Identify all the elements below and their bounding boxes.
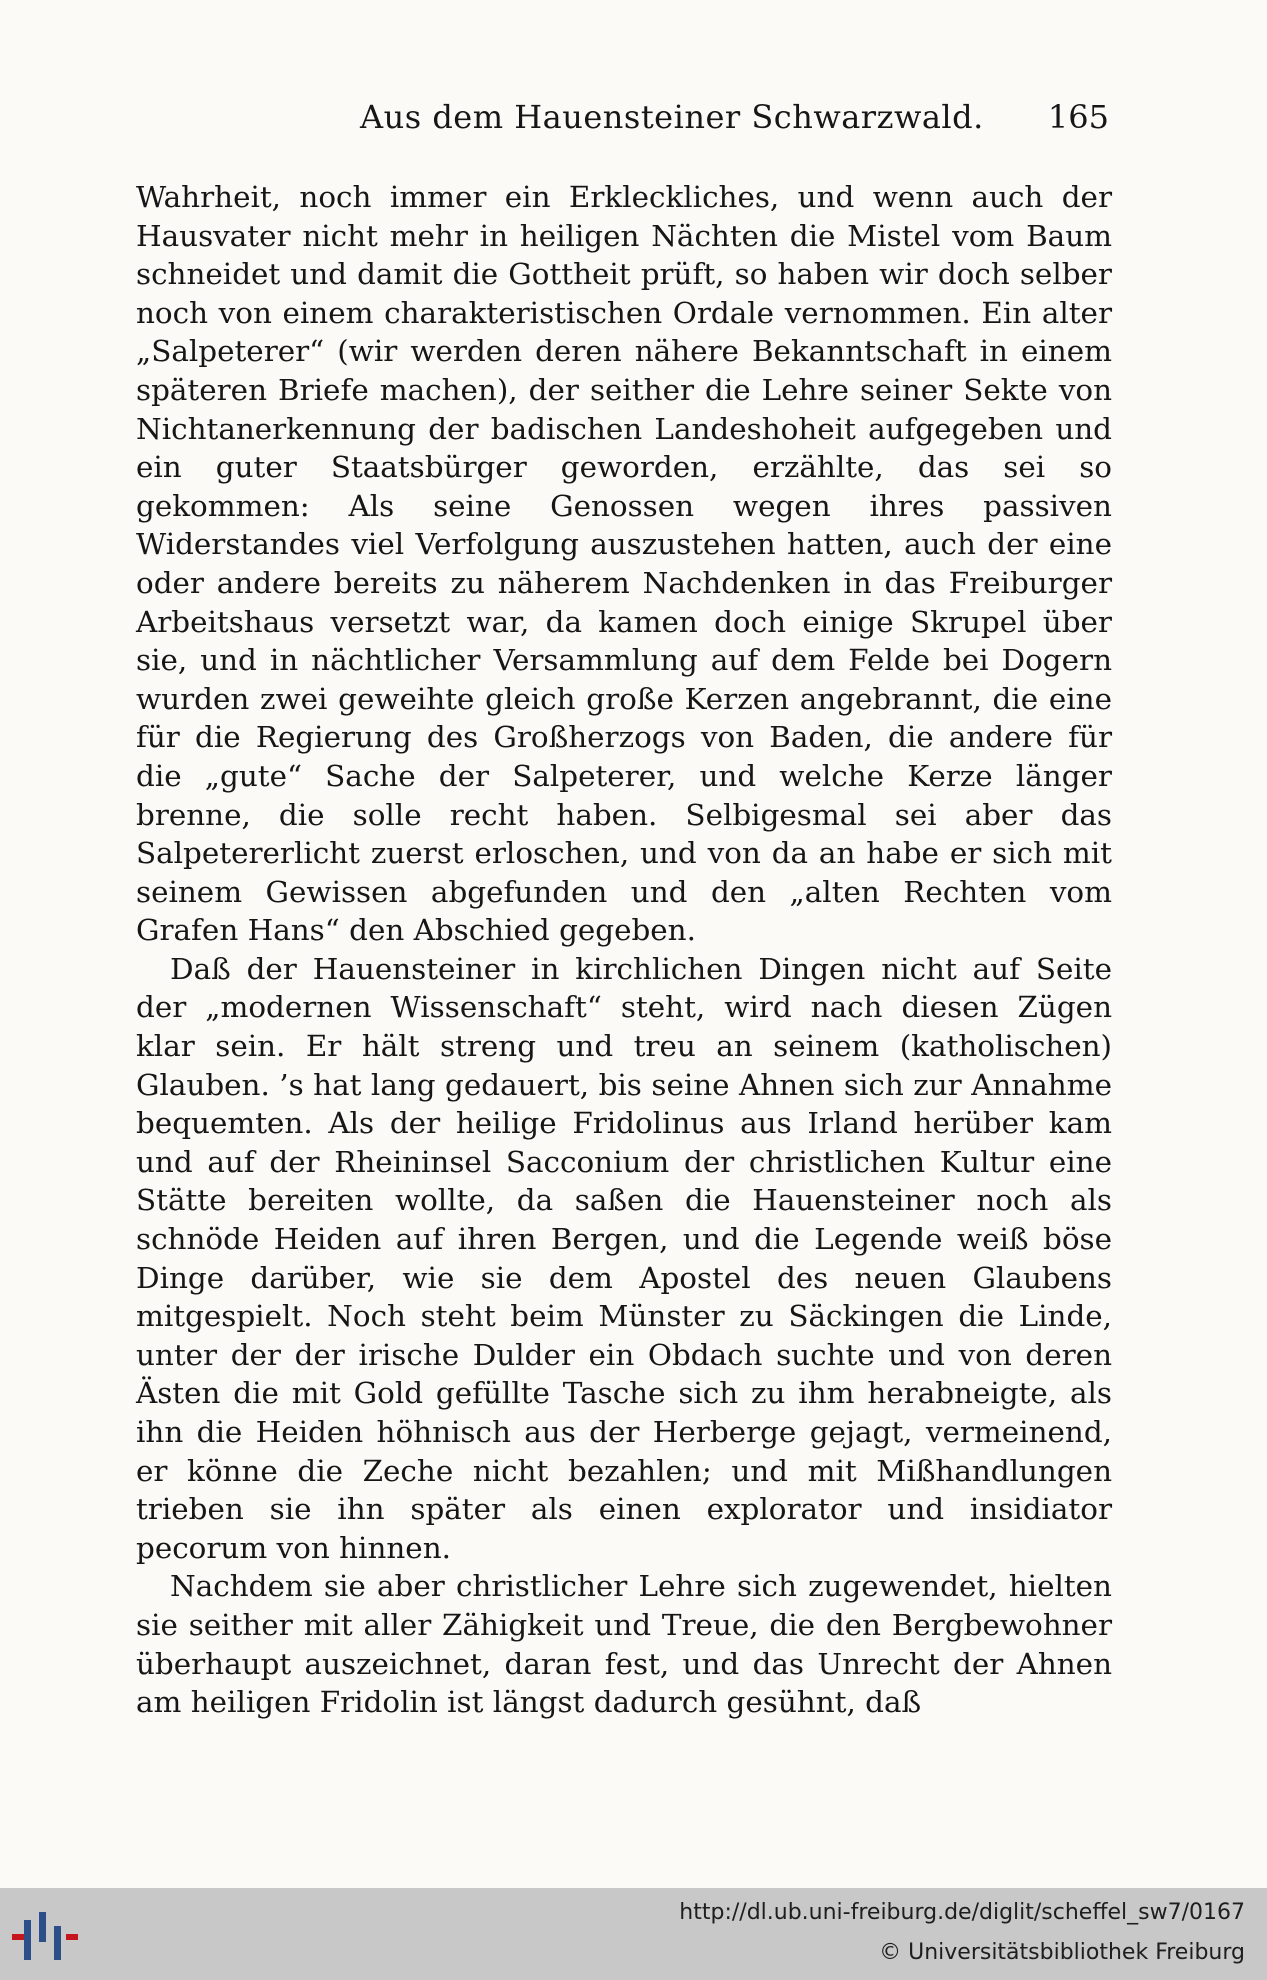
running-title: Aus dem Hauensteiner Schwarzwald. — [360, 98, 984, 136]
paragraph: Wahrheit, noch immer ein Erkleckliches, und wenn auch der Hausvater nicht mehr in heiligen Nächten die Mistel vom Baum schneidet und damit die Gottheit prüft, so haben wir doch selber noch von einem charakteristischen Ordale vernommen. Ein alter „Salpeterer“ (wir werden deren nähere Bekanntschaft in einem späteren Briefe machen), der seither die Lehre seiner Sekte von Nichtanerkennung der badischen Landeshoheit aufgegeben und ein guter Staatsbürger geworden, erzählte, das sei so gekommen: Als seine Genossen wegen ihres passiven Widerstandes viel Verfolgung auszustehen hatten, auch der eine oder andere bereits zu näherem Nachdenken in das Freiburger Arbeitshaus versetzt war, da kamen doch einige Skrupel über sie, und in nächtlicher Versammlung auf dem Felde bei Dogern wurden zwei geweihte gleich große Kerzen angebrannt, die eine für die Regierung des Großherzogs von Baden, die andere für die „gute“ Sache der Salpeterer, und welche Kerze länger brenne, die solle recht haben. Selbigesmal sei aber das Salpetererlicht zuerst erloschen, und von da an habe er sich mit seinem Gewissen abgefunden und den „alten Rechten vom Grafen Hans“ den Abschied gegeben. — [136, 180, 1112, 948]
body-text — [136, 178, 1112, 1722]
permalink-url[interactable]: http://dl.ub.uni-freiburg.de/diglit/scheffel_sw7/0167 — [679, 1900, 1245, 1925]
page-number: 165 — [1047, 98, 1109, 136]
paragraph: Nachdem sie aber christlicher Lehre sich zugewendet, hielten sie seither mit aller Zähigkeit und Treue, die den Bergbewohner überhaupt auszeichnet, daran fest, und das Unrecht der Ahnen am heiligen Fridolin ist längst dadurch gesühnt, daß — [136, 1569, 1112, 1720]
copyright-credit: © Universitätsbibliothek Freiburg — [879, 1940, 1245, 1965]
paragraph: Daß der Hauensteiner in kirchlichen Dingen nicht auf Seite der „modernen Wissenschaft“ steht, wird nach diesen Zügen klar sein. Er hält streng und treu an seinem (katholischen) Glauben. ’s hat lang gedauert, bis seine Ahnen sich zur Annahme bequemten. Als der heilige Fridolinus aus Irland herüber kam und auf der Rheininsel Sacconium der christlichen Kultur eine Stätte bereiten wollte, da saßen die Hauensteiner noch als schnöde Heiden auf ihren Bergen, und die Legende weiß böse Dinge darüber, wie sie dem Apostel des neuen Glaubens mitgespielt. Noch steht beim Münster zu Säckingen die Linde, unter der der irische Dulder ein Obdach suchte und von deren Ästen die mit Gold gefüllte Tasche sich zu ihm herabneigte, als ihn die Heiden höhnisch aus der Herberge gejagt, vermeinend, er könne die Zeche nicht bezahlen; und mit Mißhandlungen trieben sie ihn später als einen explorator und insidiator pecorum von hinnen. — [136, 951, 1112, 1565]
viewer-footer-bar — [0, 1888, 1267, 1980]
ub-freiburg-logo-icon — [14, 1912, 80, 1960]
